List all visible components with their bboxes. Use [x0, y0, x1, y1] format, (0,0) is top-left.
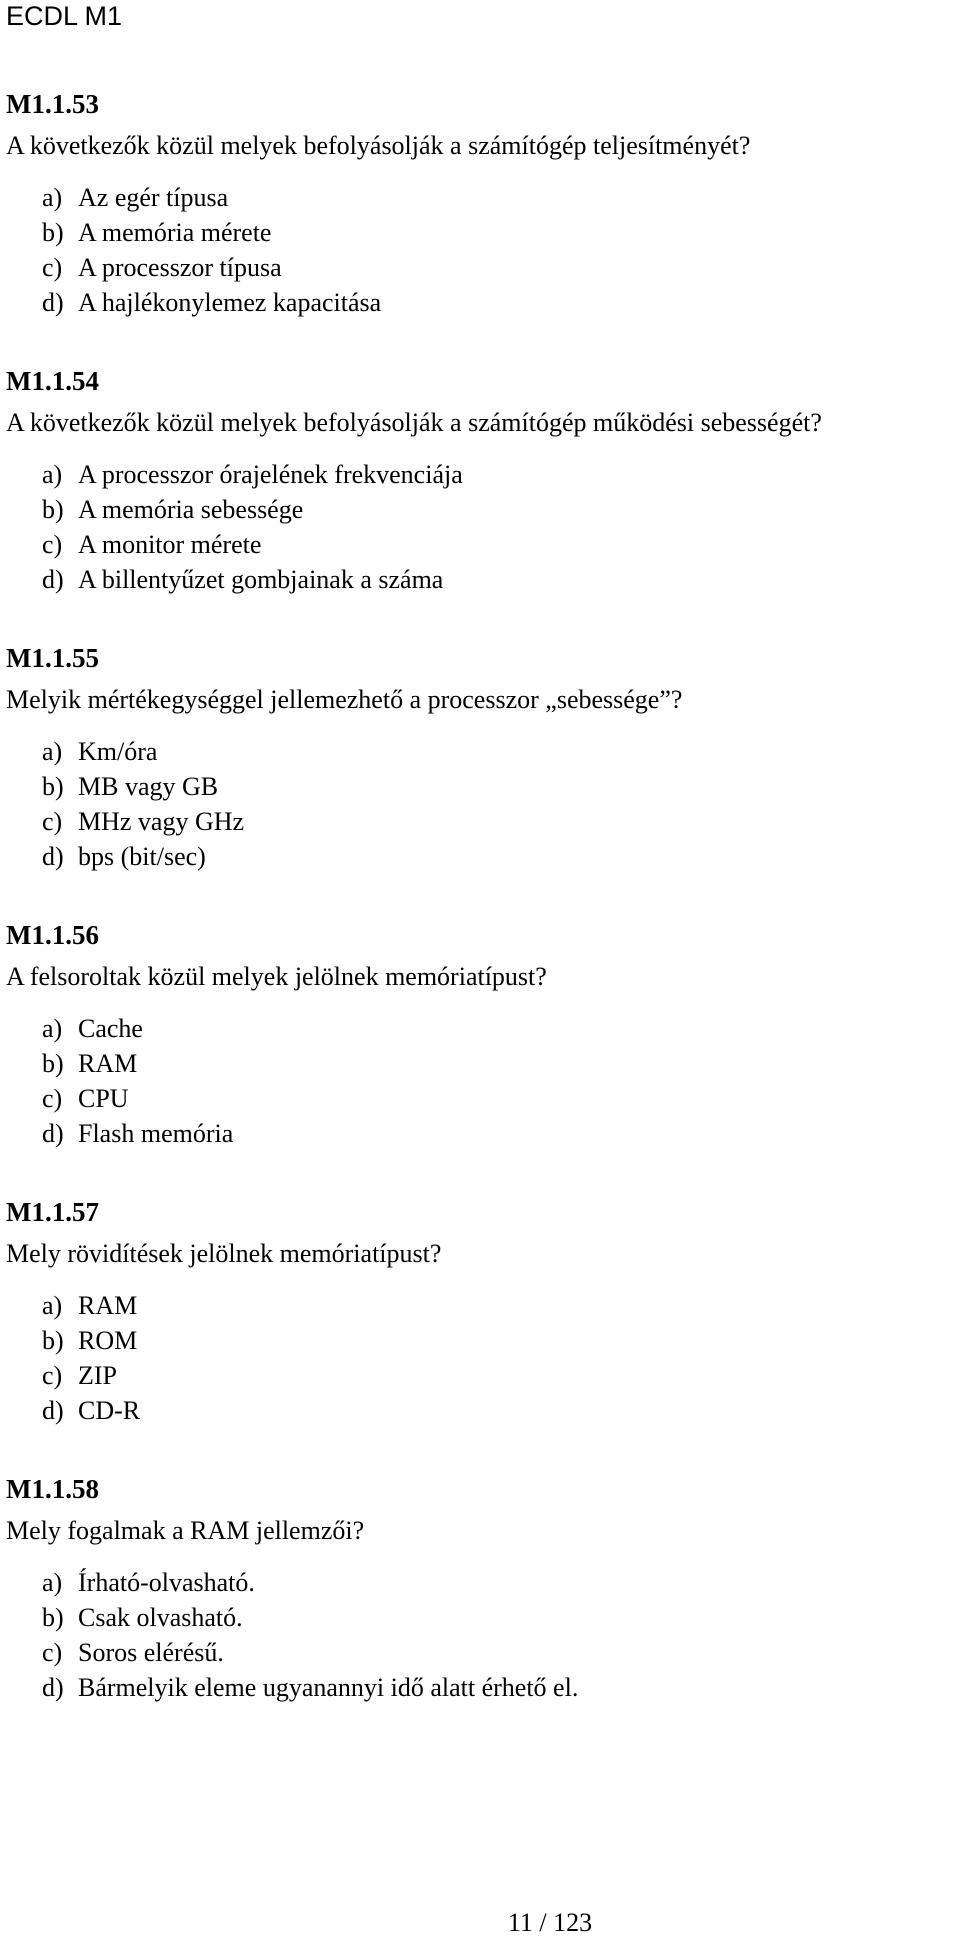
answer-option [42, 180, 946, 215]
answer-option [42, 1565, 946, 1600]
option-text: A monitor mérete [78, 530, 262, 559]
answer-option [42, 1116, 946, 1151]
answer-option [42, 215, 946, 250]
option-letter: d) [42, 1119, 64, 1148]
option-letter: d) [42, 288, 64, 317]
answer-option [42, 1011, 946, 1046]
answer-option [42, 1393, 946, 1428]
option-letter: c) [42, 1084, 63, 1113]
option-text: MHz vagy GHz [78, 807, 245, 836]
option-text: Soros elérésű. [78, 1638, 224, 1667]
option-letter: d) [42, 565, 64, 594]
question-text: A következők közül melyek befolyásolják a számítógép működési sebességét? [6, 408, 822, 437]
option-letter: d) [42, 1396, 64, 1425]
option-text: Az egér típusa [78, 183, 229, 212]
answer-option [42, 1358, 946, 1393]
option-letter: c) [42, 1638, 63, 1667]
option-text: bps (bit/sec) [78, 842, 206, 871]
option-letter: d) [42, 842, 64, 871]
document-header: ECDL M1 [6, 1, 123, 31]
option-text: RAM [78, 1291, 138, 1320]
option-text: ZIP [78, 1361, 117, 1390]
question-text: Mely fogalmak a RAM jellemzői? [6, 1516, 365, 1545]
question-block [6, 919, 946, 1151]
question-block [6, 88, 946, 320]
option-text: CPU [78, 1084, 129, 1113]
answer-options [6, 1565, 946, 1705]
option-text: Csak olvasható. [78, 1603, 243, 1632]
option-text: A memória sebessége [78, 495, 304, 524]
answer-options [6, 1288, 946, 1428]
question-block [6, 1196, 946, 1428]
answer-option [42, 250, 946, 285]
answer-option [42, 1600, 946, 1635]
option-letter: c) [42, 530, 63, 559]
question-text: Mely rövidítések jelölnek memóriatípust? [6, 1239, 442, 1268]
question-id: M1.1.57 [6, 1197, 99, 1227]
answer-options [6, 180, 946, 320]
answer-option [42, 1635, 946, 1670]
option-text: A processzor típusa [78, 253, 282, 282]
option-text: Flash memória [78, 1119, 234, 1148]
option-letter: a) [42, 737, 63, 766]
option-letter: b) [42, 495, 64, 524]
option-text: A memória mérete [78, 218, 272, 247]
answer-option [42, 457, 946, 492]
answer-option [42, 734, 946, 769]
option-letter: d) [42, 1673, 64, 1702]
answer-option [42, 804, 946, 839]
question-text: A következők közül melyek befolyásolják a számítógép teljesítményét? [6, 131, 751, 160]
option-letter: c) [42, 807, 63, 836]
question-block [6, 1473, 946, 1705]
option-text: A billentyűzet gombjainak a száma [78, 565, 444, 594]
answer-options [6, 734, 946, 874]
option-letter: b) [42, 218, 64, 247]
question-text: A felsoroltak közül melyek jelölnek memóriatípust? [6, 962, 547, 991]
answer-option [42, 769, 946, 804]
answer-option [42, 1670, 946, 1705]
option-letter: b) [42, 1049, 64, 1078]
answer-option [42, 1046, 946, 1081]
question-id: M1.1.58 [6, 1474, 99, 1504]
option-letter: a) [42, 183, 63, 212]
question-text: Melyik mértékegységgel jellemezhető a processzor „sebessége”? [6, 685, 683, 714]
answer-options [6, 457, 946, 597]
answer-option [42, 1288, 946, 1323]
option-letter: b) [42, 1326, 64, 1355]
option-text: A hajlékonylemez kapacitása [78, 288, 382, 317]
question-list [6, 88, 946, 1750]
option-text: Cache [78, 1014, 143, 1043]
option-text: CD-R [78, 1396, 141, 1425]
option-text: Bármelyik eleme ugyanannyi idő alatt érhető el. [78, 1673, 579, 1702]
question-id: M1.1.53 [6, 89, 99, 119]
answer-option [42, 492, 946, 527]
answer-option [42, 1323, 946, 1358]
option-text: MB vagy GB [78, 772, 219, 801]
question-block [6, 365, 946, 597]
option-letter: c) [42, 253, 63, 282]
answer-option [42, 527, 946, 562]
option-text: Km/óra [78, 737, 158, 766]
option-letter: a) [42, 460, 63, 489]
question-id: M1.1.55 [6, 643, 99, 673]
option-text: Írható-olvasható. [78, 1568, 255, 1597]
option-letter: c) [42, 1361, 63, 1390]
answer-option [42, 1081, 946, 1116]
option-letter: a) [42, 1568, 63, 1597]
option-letter: b) [42, 772, 64, 801]
answer-option [42, 839, 946, 874]
question-block [6, 642, 946, 874]
option-text: ROM [78, 1326, 138, 1355]
option-text: RAM [78, 1049, 138, 1078]
answer-option [42, 562, 946, 597]
option-letter: a) [42, 1014, 63, 1043]
question-id: M1.1.54 [6, 366, 99, 396]
page-number: 11 / 123 [507, 1908, 593, 1937]
answer-options [6, 1011, 946, 1151]
option-letter: a) [42, 1291, 63, 1320]
answer-option [42, 285, 946, 320]
question-id: M1.1.56 [6, 920, 99, 950]
option-text: A processzor órajelének frekvenciája [78, 460, 463, 489]
option-letter: b) [42, 1603, 64, 1632]
